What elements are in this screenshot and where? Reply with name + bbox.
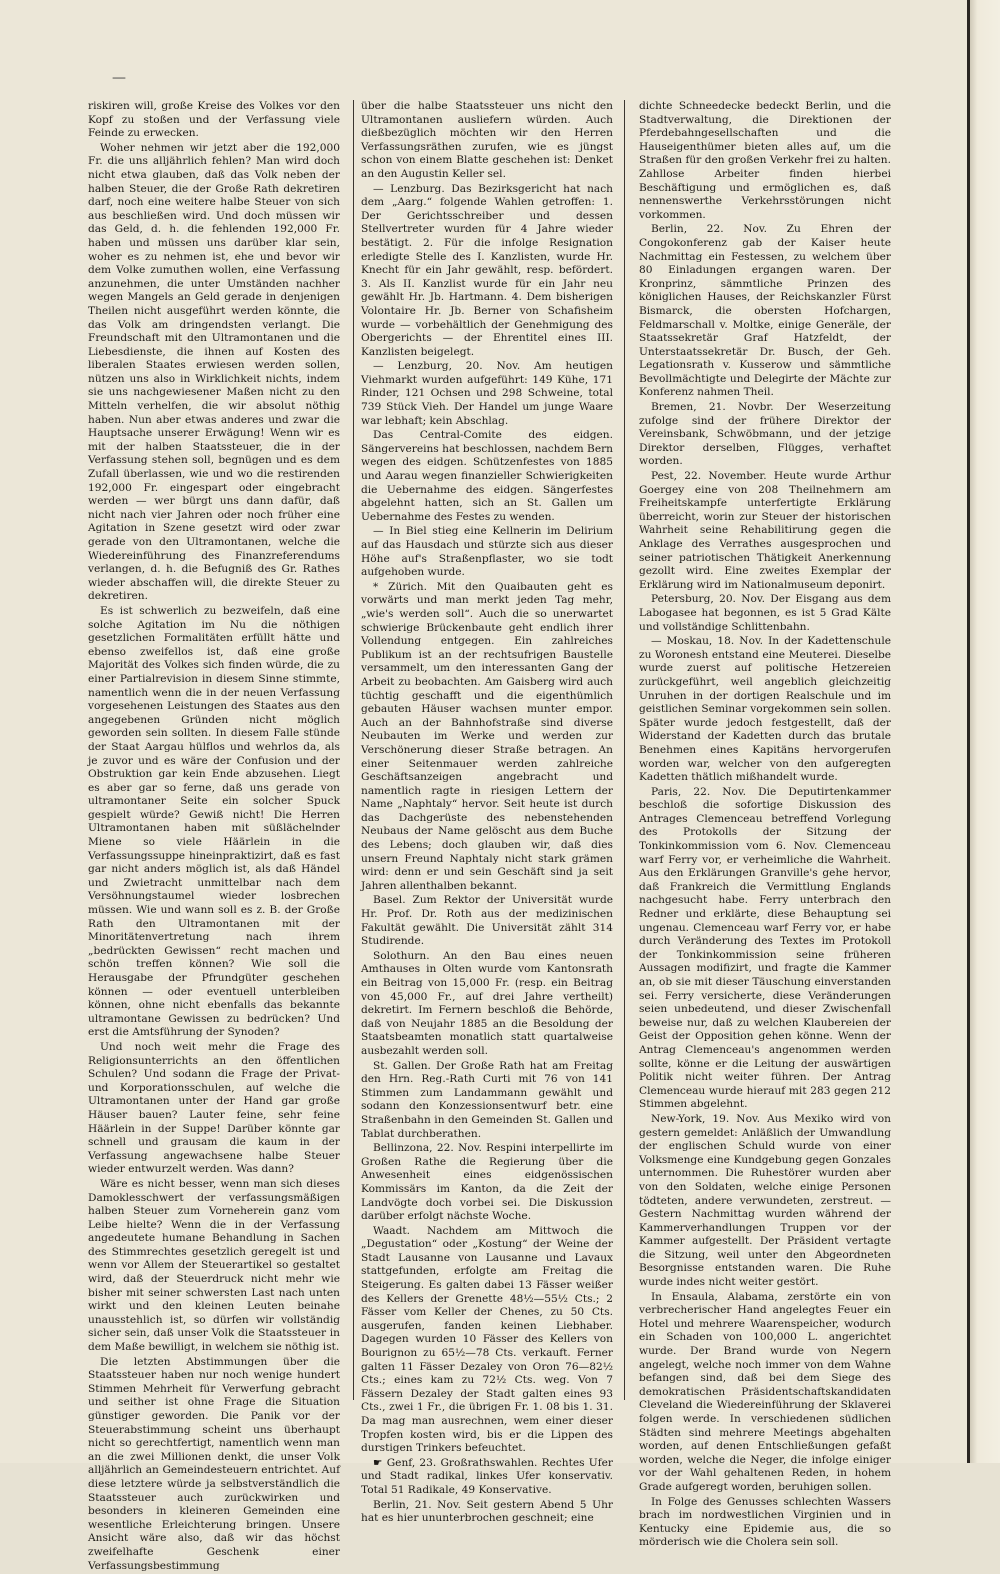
article-paragraph: Die letzten Abstimmungen über die Staatssteuer haben nur noch wenige hundert Stimmen Mehrheit für Verwerfung gebracht und seither ist ohne Frage die Situation günstiger geworden. Die Panik vor der Steuerabstimmung scheint uns überhaupt nicht so gerechtfertigt, namentlich wenn man an die zwei Millionen denkt, die unser Volk alljährlich an Gemeindesteuern entrichtet. Auf diese letztere würde ja selbstverständlich die Staatssteuer auch zurückwirken und besonders in kleineren Gemeinden eine wesentliche Erleichterung bringen. Unsere Ansicht wäre also, daß wir das höchst zweifelhafte Geschenk einer Verfassungsbestimmung <box>88 1355 340 1572</box>
article-paragraph: — Lenzburg. Das Bezirksgericht hat nach dem „Aarg.“ folgende Wahlen getroffen: 1. Der Gerichtsschreiber und dessen Stellvertreter wurden für 4 Jahre wieder bestätigt. 2. Für die infolge Resignation erledigte Stelle des I. Kanzlisten, wurde Hr. Knecht für ein Jahr gewählt, resp. befördert. 3. Als II. Kanzlist wurde für ein Jahr neu gewählt Hr. Jb. Hartmann. 4. Dem bisherigen Volontaire Hr. Jb. Berner von Schafisheim wurde — vorbehältlich der Genehmigung des Obergerichts — der Ehrentitel eines III. Kanzlisten beigelegt. <box>361 182 613 358</box>
article-paragraph: Petersburg, 20. Nov. Der Eisgang aus dem Labogasee hat begonnen, es ist 5 Grad Kälte und vollständige Schlittenbahn. <box>639 593 891 633</box>
column-rule-2 <box>624 100 625 1400</box>
article-paragraph: — Moskau, 18. Nov. In der Kadettenschule zu Woronesh entstand eine Meuterei. Dieselbe wurde zuerst auf politische Hetzereien zurückgeführt, weil angeblich gleichzeitig Unruhen in der dortigen Realschule und im geistlichen Seminar vorgekommen sein sollen. Später wurde jedoch festgestellt, daß der Widerstand der Kadetten durch das brutale Benehmen eines Kapitäns hervorgerufen worden war, welcher von den aufgeregten Kadetten thätlich mißhandelt wurde. <box>639 635 891 784</box>
article-paragraph: dichte Schneedecke bedeckt Berlin, und die Stadtverwaltung, die Direktionen der Pferdebahngesellschaften und die Hauseigenthümer bieten alles auf, um die Straßen für den großen Verkehr frei zu halten. Zahllose Arbeiter finden hierbei Beschäftigung und ermöglichen es, daß nennenswerthe Verkehrsstörungen nicht vorkommen. <box>639 100 891 221</box>
article-paragraph: Basel. Zum Rektor der Universität wurde Hr. Prof. Dr. Roth aus der medizinischen Fakultät gewählt. Die Universität zählt 314 Studirende. <box>361 894 613 948</box>
article-paragraph: Und noch weit mehr die Frage des Religionsunterrichts an den öffentlichen Schulen? Und sodann die Frage der Privat- und Korporationsschulen, auf welche die Ultramontanen unter der Hand gar große Häuser bauen? Lauter feine, sehr feine Häärlein in der Suppe! Darüber könnte gar schnell und grausam die kaum in der Verfassung angewachsene halbe Steuer wieder entwurzelt werden. Was dann? <box>88 1040 340 1176</box>
article-paragraph: — In Biel stieg eine Kellnerin im Delirium auf das Hausdach und stürzte sich aus dieser Höhe auf's Straßenpflaster, wo sie todt aufgehoben wurde. <box>361 525 613 579</box>
article-paragraph: Es ist schwerlich zu bezweifeln, daß eine solche Agitation im Nu die nöthigen gesetzlichen Formalitäten erfüllt hätte und ebenso zweifellos ist, daß eine große Majorität des Volkes sich finden würde, die zu einer Partialrevision in diesem Sinne stimmte, namentlich wenn die in der neuen Verfassung vorgesehenen Leistungen des Staates aus den angegebenen Gründen nicht möglich geworden sein sollten. In diesem Falle stünde der Staat Aargau hülflos und wehrlos da, als je zuvor und es wäre der Confusion und der Obstruktion gar kein Ende abzusehen. Liegt es aber gar so ferne, daß uns gerade von ultramontaner Seite ein solcher Spuck gespielt würde? Gewiß nicht! Die Herren Ultramontanen haben mit süßlächelnder Miene so viele Häärlein in die Verfassungssuppe hineinpraktizirt, daß es fast gar nicht anders möglich ist, als daß Händel und Zwietracht unmittelbar nach dem Versöhnungstaumel wieder losbrechen müssen. Wie und wann soll es z. B. der Große Rath den Ultramontanen mit der Minoritätenvertretung nach ihrem „bedrückten Gewissen“ recht machen und schön treffen können? Wie soll die Herausgabe der Pfrundgüter geschehen können — oder eventuell unterbleiben können, ohne nicht ebenfalls das bekannte ultramontane Gewissen zu bedrücken? Und erst die Amtsführung der Synoden? <box>88 604 340 1039</box>
article-paragraph: ☛ Genf, 23. Großrathswahlen. Rechtes Ufer und Stadt radikal, linkes Ufer konservativ. Total 51 Radikale, 49 Konservative. <box>361 1456 613 1496</box>
article-paragraph: In Ensaula, Alabama, zerstörte ein von verbrecherischer Hand angelegtes Feuer ein Hotel und mehrere Waarenspeicher, wodurch ein Schaden von 100,000 L. angerichtet wurde. Der Brand wurde von Negern angelegt, welche noch immer von dem Wahne befangen sind, daß bei dem Siege des demokratischen Präsidentschaftskandidaten Cleveland die Wiedereinführung der Sklaverei folgen werde. In verschiedenen südlichen Städten sind mehrere Meetings abgehalten worden, auf denen Entschließungen gefaßt worden, welche die Neger, die infolge einiger vor der Wahl gehaltenen Reden, in hohem Grade aufgeregt worden, beruhigen sollen. <box>639 1290 891 1493</box>
page-mark: — <box>112 70 126 86</box>
article-paragraph: über die halbe Staatssteuer uns nicht den Ultramontanen ausliefern würden. Auch dießbezüglich möchten wir den Herren Verfassungsräthen zurufen, wie es jüngst schon von einem Blatte geschehen ist: Denket an den Augustin Keller sel. <box>361 100 613 180</box>
article-paragraph: New-York, 19. Nov. Aus Mexiko wird von gestern gemeldet: Anläßlich der Umwandlung der englischen Schuld wurde von einer Volksmenge eine Kundgebung gegen Gonzales unternommen. Die Ruhestörer wurden aber von den Soldaten, welche einige Personen tödteten, andere verwundeten, zerstreut. — Gestern Nachmittag wurden während der Kammerverhandlungen Truppen vor der Kammer aufgestellt. Der Präsident vertagte die Sitzung, weil unter den Abgeordneten Besorgnisse entstanden waren. Die Ruhe wurde indes nicht weiter gestört. <box>639 1112 891 1289</box>
article-paragraph: Paris, 22. Nov. Die Deputirtenkammer beschloß die sofortige Diskussion des Antrages Clemenceau betreffend Vorlegung des Protokolls der Sitzung der Tonkinkommission vom 6. Nov. Clemenceau warf Ferry vor, er verheimliche die Wahrheit. Aus den Erklärungen Granville's gehe hervor, daß Frankreich die Vermittlung Englands nachgesucht habe. Ferry unterbrach den Redner und erklärte, diese Behauptung sei ungenau. Clemenceau warf Ferry vor, er habe durch Veränderung des Textes im Protokoll der Tonkinkommission seine früheren Aussagen modifizirt, und fragte die Kammer an, ob sie mit dieser Täuschung einverstanden sei. Ferry versicherte, diese Veränderungen seien unbedeutend, und dieser Zwischenfall beweise nur, daß zu welchen Klaubereien der Geist der Opposition gehen könne. Wenn der Antrag Clemenceau's angenommen werden sollte, könne er die Leitung der auswärtigen Politik nicht weiter führen. Der Antrag Clemenceau wurde hierauf mit 283 gegen 212 Stimmen abgelehnt. <box>639 785 891 1111</box>
article-paragraph: St. Gallen. Der Große Rath hat am Freitag den Hrn. Reg.-Rath Curti mit 76 von 141 Stimmen zum Landammann gewählt und sodann den Konzessionsentwurf betr. eine Straßenbahn in den Gemeinden St. Gallen und Tablat durchberathen. <box>361 1059 613 1140</box>
article-paragraph: Pest, 22. November. Heute wurde Arthur Goergey eine von 208 Theilnehmern am Freiheitskampfe unterfertigte Erklärung überreicht, worin zur Steuer der historischen Wahrheit seine Rehabilitirung gegen die Anklage des Verrathes ausgesprochen und seiner patriotischen Thätigkeit Anerkennung gezollt wird. Eine zweites Exemplar der Erklärung wird im Nationalmuseum deponirt. <box>639 470 891 591</box>
article-paragraph: Solothurn. An den Bau eines neuen Amthauses in Olten wurde vom Kantonsrath ein Beitrag von 15,000 Fr. (resp. ein Beitrag von 45,000 Fr., auf drei Jahre vertheilt) dekretirt. Im Fernern beschloß die Behörde, daß von Neujahr 1885 an die Besoldung der Staatsbeamten monatlich statt quartalweise ausbezahlt werden soll. <box>361 949 613 1057</box>
column-right <box>639 100 891 1551</box>
article-paragraph: Bellinzona, 22. Nov. Respini interpellirte im Großen Rathe die Regierung über die Anwesenheit eines eidgenössischen Kommissärs im Kanton, da die Zeit der Landvögte doch vorbei sei. Die Diskussion darüber erfolgt nächste Woche. <box>361 1142 613 1223</box>
column-middle <box>361 100 613 1527</box>
article-paragraph: Bremen, 21. Novbr. Der Weserzeitung zufolge sind der frühere Direktor der Vereinsbank, Schwöbmann, und der jetzige Direktor derselben, Flügges, verhaftet worden. <box>639 401 891 468</box>
article-paragraph: — Lenzburg, 20. Nov. Am heutigen Viehmarkt wurden aufgeführt: 149 Kühe, 171 Rinder, 121 Ochsen und 298 Schweine, total 739 Stück Vieh. Der Handel um junge Waare war lebhaft; kein Abschlag. <box>361 360 613 427</box>
page-edge <box>967 0 1000 1463</box>
column-rule-1 <box>353 100 354 1400</box>
article-paragraph: Woher nehmen wir jetzt aber die 192,000 Fr. die uns alljährlich fehlen? Man wird doch nicht etwa glauben, daß das Volk neben der halben Steuer, die der Große Rath dekretiren darf, noch eine weitere halbe Steuer von sich aus beschließen wird. Und doch müssen wir das Geld, d. h. die fehlenden 192,000 Fr. haben und müssen uns darüber klar sein, woher es zu nehmen ist, ehe und bevor wir dem Volke zumuthen wollen, eine Verfassung anzunehmen, die unter Umständen nachher wegen Mangels an Geld gerade in denjenigen Theilen nicht ausgeführt werden könnte, die das Volk am dringendsten verlangt. Die Freundschaft mit den Ultramontanen und die Liebesdienste, die ihnen auf Kosten des liberalen Staates erwiesen werden sollen, nützen uns also in Wirklichkeit nichts, indem sie uns nachgewiesener Maßen nicht zu den Mitteln verhelfen, die wir absolut nöthig haben. Nun aber etwas anderes und zwar die Hauptsache unserer Erwägung! Wenn wir es mit der halben Staatssteuer, die in der Verfassung stehen soll, begnügen und es dem Zufall überlassen, wie und wo die restirenden 192,000 Fr. eingespart oder eingebracht werden — wer bürgt uns dann dafür, daß nicht nach vier Jahren oder noch früher eine Agitation in Szene gesetzt wird oder zwar gerade von den Ultramontanen, welche die Wiedereinführung des Finanzreferendums verlangen, d. h. die Befugniß des Gr. Rathes wieder abschaffen will, die direkte Steuer zu dekretiren. <box>88 141 340 603</box>
column-left <box>88 100 340 1574</box>
article-paragraph: Berlin, 22. Nov. Zu Ehren der Congokonferenz gab der Kaiser heute Nachmittag ein Festessen, zu welchem über 80 Einladungen ergangen waren. Der Kronprinz, sämmtliche Prinzen des königlichen Hauses, der Reichskanzler Fürst Bismarck, die obersten Hofchargen, Feldmarschall v. Moltke, einige Generäle, der Staatssekretär Graf Hatzfeldt, der Unterstaatssekretär Dr. Busch, der Geh. Legationsrath v. Kusserow und sämmtliche Bevollmächtigte und Delegirte der Mächte zur Konferenz nahmen Theil. <box>639 223 891 399</box>
article-paragraph: riskiren will, große Kreise des Volkes vor den Kopf zu stoßen und der Verfassung viele Feinde zu erwecken. <box>88 100 340 140</box>
article-paragraph: Waadt. Nachdem am Mittwoch die „Degustation“ oder „Kostung“ der Weine der Stadt Lausanne von Lausanne und Lavaux stattgefunden, erfolgte am Freitag die Steigerung. Es galten dabei 13 Fässer weißer des Kellers der Grenette 48½—55½ Cts.; 2 Fässer vom Keller der Chenes, zu 50 Cts. ausgerufen, fanden keinen Liebhaber. Dagegen wurden 10 Fässer des Kellers von Bourignon zu 65½—78 Cts. verkauft. Ferner galten 11 Fässer Dezaley von Oron 76—82½ Cts.; eines kam zu 72½ Cts. weg. Von 7 Fässern Dezaley der Stadt galten eines 93 Cts., zwei 1 Fr., die übrigen Fr. 1. 08 bis 1. 31. Da mag man ausrechnen, wem einer dieser Tropfen kosten wird, bis er die Lippen des durstigen Trinkers befeuchtet. <box>361 1224 613 1455</box>
article-paragraph: Berlin, 21. Nov. Seit gestern Abend 5 Uhr hat es hier ununterbrochen geschneit; eine <box>361 1498 613 1525</box>
article-paragraph: Das Central-Comite des eidgen. Sängervereins hat beschlossen, nachdem Bern wegen des eidgen. Schützenfestes von 1885 und Aarau wegen finanzieller Schwierigkeiten die Uebernahme des eidgen. Sängerfestes abgelehnt hatten, sich an St. Gallen um Uebernahme des Festes zu wenden. <box>361 429 613 523</box>
article-paragraph: Wäre es nicht besser, wenn man sich dieses Damoklesschwert der verfassungsmäßigen halben Steuer zum Vorneherein ganz vom Leibe hielte? Wenn die in der Verfassung angedeutete humane Behandlung in Sachen des Stimmrechtes gesetzlich geregelt ist und wenn vor Allem der Steuerartikel so gestaltet wird, daß der Steuerdruck nicht mehr wie bisher mit seiner schwersten Last nach unten wirkt und den kleinen Leuten beinahe unausstehlich ist, so dürfen wir vollständig sicher sein, daß unser Volk die Staatssteuer in dem Maße bewilligt, in welchem sie nöthig ist. <box>88 1177 340 1354</box>
article-paragraph: In Folge des Genusses schlechten Wassers brach im nordwestlichen Virginien und in Kentucky eine Epidemie aus, die so mörderisch wie die Cholera sein soll. <box>639 1495 891 1549</box>
article-paragraph: * Zürich. Mit den Quaibauten geht es vorwärts und man merkt jeden Tag mehr, „wie's werden soll“. Auch die so unerwartet schwierige Brückenbaute geht endlich ihrer Vollendung entgegen. Ein zahlreiches Publikum ist an der rechtsufrigen Baustelle versammelt, um den interessanten Gang der Arbeit zu beobachten. Am Gaisberg wird auch tüchtig geschafft und die eigenthümlich gebauten Häuser wachsen munter empor. Auch an der Bahnhofstraße sind diverse Neubauten im Werke und werden zur Verschönerung dieser Straße betragen. An einer Seitenmauer werden zahlreiche Geschäftsanzeigen angebracht und namentlich ragte in riesigen Lettern der Name „Naphtaly“ hervor. Seit heute ist durch das Dachgerüste des nebenstehenden Neubaus der Name gelöscht aus dem Buche des Lebens; doch glauben wir, daß dies unsern Freund Naphtaly nicht stark grämen wird: denn er und sein Geschäft sind ja seit Jahren allenthalben bekannt. <box>361 580 613 892</box>
